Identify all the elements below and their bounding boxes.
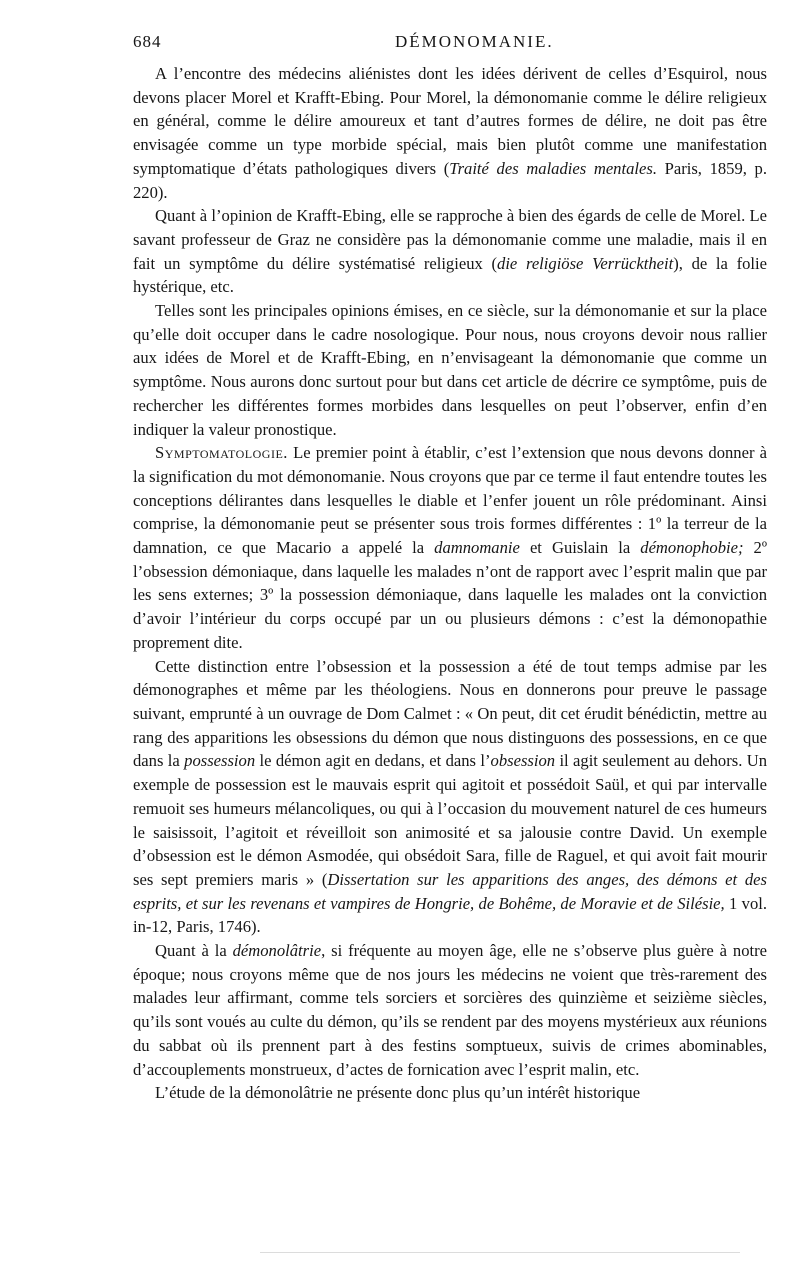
text-segment: 2º l’obsession démoniaque, dans laquelle les malades n’ont de rapport avec l’esprit malin que par les sens externes; 3º la possession démoniaque, dans laquelle les malades ont la conviction d’avoir l’intérieur du corps occupé par un ou plusieurs démons : c’est la démonopathie proprement dite. <box>133 538 767 652</box>
section-heading: Symptomatologie. <box>155 443 288 463</box>
body-text <box>133 62 767 1105</box>
italic-segment: damnomanie <box>434 538 520 558</box>
running-head <box>133 30 767 56</box>
text-segment: Telles sont les principales opinions émises, en ce siècle, sur la démonomanie et sur la place qu’elle doit occuper dans le cadre nosologique. Pour nous, nous croyons devoir nous rallier aux idées de Morel et de Krafft-Ebing, en n’envisageant la démonomanie que comme un symptôme. Nous aurons donc surtout pour but dans cet article de décrire ce symptôme, puis de rechercher les différentes formes morbides dans lesquelles on peut l’observer, enfin d’en indiquer la valeur pronostique. <box>133 301 767 439</box>
page-number: 684 <box>133 32 162 51</box>
paragraph <box>133 204 767 299</box>
paragraph <box>133 62 767 204</box>
text-segment: le démon agit en dedans, et dans l’ <box>255 751 491 771</box>
text-segment: Le premier point à établir, c’est l’extension que nous devons donner à la signification du mot démonomanie. Nous croyons que par ce terme il faut entendre toutes les conceptions délirantes dans lesquelles le diable et l’enfer jouent un rôle prédominant. Ainsi comprise, la démonomanie peut se présenter sous trois formes différentes : 1º la terreur de la damnation, ce que Macario a appelé la <box>133 443 767 558</box>
text-segment: Cette distinction entre l’obsession et la possession a été de tout temps admise par les démonographes et même par les théologiens. Nous en donnerons pour preuve le passage suivant, emprunté à un ouvrage de Dom Calmet : « On peut, dit cet érudit bénédictin, mettre au rang des apparitions les obsessions du démon que nous distinguons des possessions, en ce que dans la <box>133 656 767 771</box>
italic-segment: démonolâtrie <box>232 941 322 961</box>
paragraph <box>133 299 767 441</box>
paragraph <box>133 655 767 939</box>
italic-segment: obsession <box>490 751 556 771</box>
italic-segment: Traité des maladies mentales. <box>449 158 657 178</box>
page-bottom-rule <box>260 1252 740 1253</box>
text-segment: Quant à l’opinion de Krafft-Ebing, elle se rapproche à bien des égards de celle de Morel. Le savant professeur de Graz ne considère pas la démonomanie comme une maladie, mais il en fait un symptôme du délire systématisé religieux ( <box>133 206 767 273</box>
paragraph <box>133 441 767 654</box>
running-title: DÉMONOMANIE. <box>395 32 554 51</box>
italic-segment: Dissertation sur les apparitions des anges, des démons et des esprits, et sur les revenans et vampires de Hongrie, de Bohême, de Moravie et de Silésie, <box>133 869 767 913</box>
text-segment: A l’encontre des médecins aliénistes dont les idées dérivent de celles d’Esquirol, nous devons placer Morel et Krafft-Ebing. Pour Morel, la démonomanie comme le délire religieux en général, comme le délire amoureux et tant d’autres formes de délire, ne doit pas être envisagée comme un type morbide spécial, mais bien plutôt comme une manifestation symptomatique d’états pathologiques divers ( <box>133 64 767 178</box>
text-segment: Quant à la <box>155 941 233 961</box>
paragraph <box>133 939 767 1081</box>
italic-segment: démonophobie; <box>640 538 744 558</box>
text-segment: et Guislain la <box>519 538 641 558</box>
text-segment: 1 vol. in-12, Paris, 1746). <box>133 893 767 937</box>
paragraph <box>133 1081 767 1105</box>
text-segment: Paris, 1859, p. 220). <box>133 158 767 202</box>
text-segment: L’étude de la démonolâtrie ne présente donc plus qu’un intérêt historique <box>155 1083 641 1103</box>
text-segment: , si fréquente au moyen âge, elle ne s’observe plus guère à notre époque; nous croyons même que de nos jours les médecins ne voient que très-rarement des malades leur affirmant, comme tels sorciers et sorcières des quinzième et seizième siècles, qu’ils sont voués au culte du démon, qu’ils se rendent par des moyens mystérieux aux réunions du sabbat où ils prennent part à des festins somptueux, suivis de crimes abominables, d’accouplements monstrueux, d’actes de fornication avec l’esprit malin, etc. <box>133 941 767 1079</box>
italic-segment: possession <box>184 751 256 771</box>
book-page <box>133 30 767 1105</box>
italic-segment: die religiöse Verrücktheit <box>497 253 674 273</box>
text-segment: il agit seulement au dehors. Un exemple de possession est le mauvais esprit qui agitoit et possédoit Saül, et qui par intervalle remuoit ses humeurs mélancoliques, ou qui à l’occasion du mouvement naturel de ces humeurs le saisissoit, l’agitoit et réveilloit son animosité et sa jalousie contre David. Un exemple d’obsession est le démon Asmodée, qui obsédoit Sara, fille de Raguel, et qui avoit fait mourir ses sept premiers maris » ( <box>133 751 767 889</box>
text-segment: ), de la folie hystérique, etc. <box>133 253 767 297</box>
